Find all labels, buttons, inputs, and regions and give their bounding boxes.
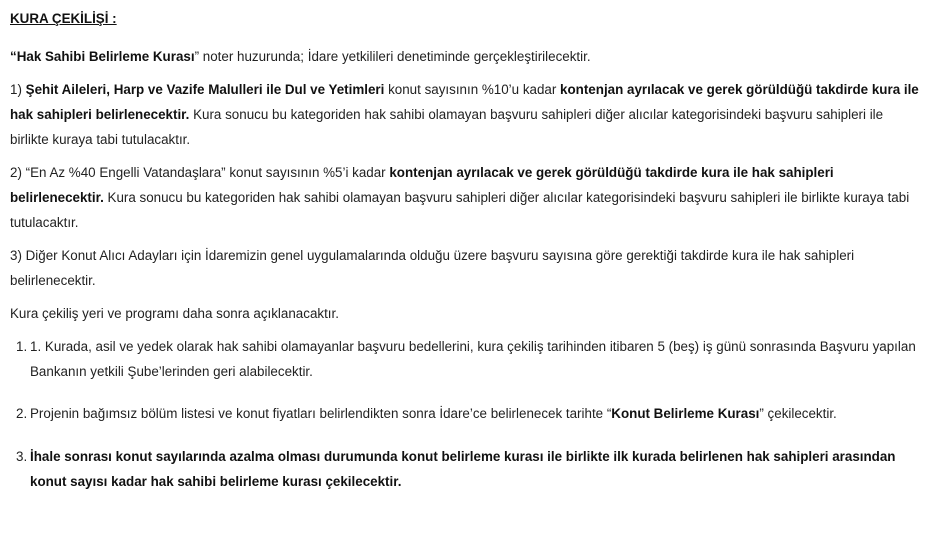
intro-text: ” noter huzurunda; İdare yetkilileri denetiminde gerçekleştirilecektir. (194, 49, 591, 64)
section-title (10, 6, 922, 31)
paragraph-1-bold-1: Şehit Aileleri, Harp ve Vazife Malulleri ile Dul ve Yetimleri (25, 82, 385, 97)
paragraph-2-prefix: 2) “En Az %40 Engelli Vatandaşlara” konut sayısının %5’i kadar (10, 165, 390, 180)
paragraph-1-mid: konut sayısının %10’u kadar (384, 82, 561, 97)
intro-paragraph (10, 44, 922, 69)
list-item (10, 444, 922, 494)
section-title-text: KURA ÇEKİLİŞİ : (10, 11, 117, 26)
list-item-rest: ” çekilecektir. (759, 406, 837, 421)
list-item-bold: Konut Belirleme Kurası (611, 406, 760, 421)
list-item-number: 1. (16, 339, 28, 354)
paragraph-1 (10, 77, 922, 152)
intro-bold: “Hak Sahibi Belirleme Kurası (10, 49, 195, 64)
paragraph-2-rest: Kura sonucu bu kategoriden hak sahibi olamayan başvuru sahipleri diğer alıcılar kategorisindeki başvuru sahipleri ile birlikte kuraya tabi tutulacaktır. (10, 190, 910, 230)
paragraph-3: 3) Diğer Konut Alıcı Adayları için İdaremizin genel uygulamalarında olduğu üzere başvuru sayısına göre gerektiği takdirde kura ile hak sahipleri belirlenecektir. (10, 248, 855, 288)
list-item-number: 2. (16, 406, 28, 421)
notes-list (10, 334, 922, 494)
list-item-bold: İhale sonrası konut sayılarında azalma olması durumunda konut belirleme kurası ile birlikte ilk kurada belirlenen hak sahipleri arasından konut sayısı kadar hak sahibi belirleme kurası çekilecektir. (30, 449, 896, 489)
paragraph-2-bold: kontenjan ayrılacak ve gerek görüldüğü takdirde kura ile hak sahipleri belirlenecektir. (10, 165, 834, 205)
paragraph-1-prefix: 1) (10, 82, 26, 97)
paragraph-2 (10, 160, 922, 235)
paragraph-1-rest: Kura sonucu bu kategoriden hak sahibi olamayan başvuru sahipleri diğer alıcılar kategorisindeki başvuru sahipleri ile birlikte kuraya tabi tutulacaktır. (10, 107, 884, 147)
paragraph-1-bold-2: kontenjan ayrılacak ve gerek görüldüğü takdirde kura ile hak sahipleri belirlenecektir. (10, 82, 919, 122)
list-item-number: 3. (16, 449, 28, 464)
list-item-text: 1. Kurada, asil ve yedek olarak hak sahibi olamayanlar başvuru bedellerini, kura çekiliş tarihinden itibaren 5 (beş) iş günü sonrasında Başvuru yapılan Bankanın yetkili Şube’lerinden geri alabilecektir. (30, 339, 916, 379)
paragraph-4: Kura çekiliş yeri ve programı daha sonra açıklanacaktır. (10, 306, 339, 321)
list-item (10, 334, 922, 384)
list-item-text: Projenin bağımsız bölüm listesi ve konut fiyatları belirlendikten sonra İdare’ce belirlenecek tarihte “ (30, 406, 612, 421)
list-item (10, 401, 922, 426)
